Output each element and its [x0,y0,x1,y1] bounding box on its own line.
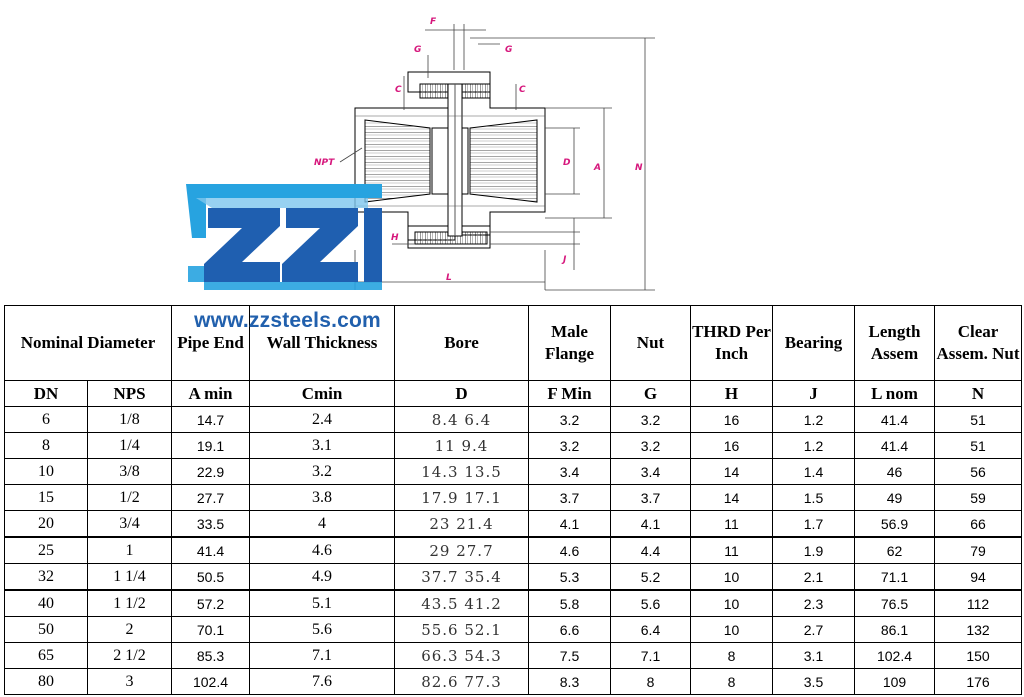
cell-j: 2.3 [773,590,855,617]
cell-f: 6.6 [529,617,611,643]
cell-n: 51 [935,433,1022,459]
cell-l: 49 [855,485,935,511]
cell-dn: 25 [5,537,88,564]
cell-n: 79 [935,537,1022,564]
table-row [5,407,1022,433]
cell-g: 5.6 [611,590,691,617]
cell-d: 55.6 52.1 [395,617,529,643]
cell-dn: 50 [5,617,88,643]
label-j: J [563,255,567,265]
cell-dn: 10 [5,459,88,485]
cell-l: 102.4 [855,643,935,669]
zz-logo [182,178,388,296]
cell-a: 85.3 [172,643,250,669]
cell-a: 19.1 [172,433,250,459]
table-row [5,564,1022,591]
cell-f: 3.4 [529,459,611,485]
cell-nps: 1 [88,537,172,564]
cell-n: 56 [935,459,1022,485]
cell-l: 86.1 [855,617,935,643]
table-row [5,537,1022,564]
cell-dn: 65 [5,643,88,669]
subheader-g: G [611,381,691,407]
cell-j: 1.9 [773,537,855,564]
header-pipe-end: Pipe End [172,306,250,381]
cell-nps: 1/2 [88,485,172,511]
cell-n: 176 [935,669,1022,695]
cell-j: 1.2 [773,407,855,433]
cell-a: 102.4 [172,669,250,695]
cell-l: 41.4 [855,433,935,459]
cell-f: 5.8 [529,590,611,617]
subheader-j: J [773,381,855,407]
cell-f: 5.3 [529,564,611,591]
cell-d: 29 27.7 [395,537,529,564]
cell-l: 46 [855,459,935,485]
label-d: D [563,158,571,168]
label-g-2: G [505,45,513,55]
cell-d: 23 21.4 [395,511,529,538]
cell-n: 51 [935,407,1022,433]
cell-h: 11 [691,537,773,564]
cell-c: 5.6 [250,617,395,643]
cell-dn: 40 [5,590,88,617]
cell-g: 6.4 [611,617,691,643]
cell-h: 11 [691,511,773,538]
header-clear-assem-nut: Clear Assem. Nut [935,306,1022,381]
cell-f: 3.7 [529,485,611,511]
cell-g: 4.4 [611,537,691,564]
cell-j: 2.1 [773,564,855,591]
cell-l: 109 [855,669,935,695]
cell-h: 8 [691,643,773,669]
table-row [5,459,1022,485]
cell-a: 33.5 [172,511,250,538]
union-technical-drawing [0,0,1024,305]
cell-nps: 3 [88,669,172,695]
cell-c: 4 [250,511,395,538]
header-thrd-per-inch: THRD Per Inch [691,306,773,381]
cell-c: 5.1 [250,590,395,617]
cell-g: 7.1 [611,643,691,669]
subheader-d: D [395,381,529,407]
cell-h: 14 [691,459,773,485]
cell-j: 1.4 [773,459,855,485]
cell-j: 3.1 [773,643,855,669]
header-nominal-diameter: Nominal Diameter [5,306,172,381]
subheader-f-min: F Min [529,381,611,407]
cell-a: 22.9 [172,459,250,485]
label-c-1: C [395,85,402,95]
cell-d: 43.5 41.2 [395,590,529,617]
cell-l: 71.1 [855,564,935,591]
cell-c: 4.9 [250,564,395,591]
label-npt: NPT [314,158,335,168]
cell-c: 4.6 [250,537,395,564]
cell-g: 4.1 [611,511,691,538]
cell-f: 7.5 [529,643,611,669]
subheader-n: N [935,381,1022,407]
label-f: F [430,17,437,27]
cell-j: 1.2 [773,433,855,459]
cell-h: 10 [691,564,773,591]
cell-d: 66.3 54.3 [395,643,529,669]
cell-dn: 20 [5,511,88,538]
cell-d: 11 9.4 [395,433,529,459]
header-male-flange: Male Flange [529,306,611,381]
header-length-assem: Length Assem [855,306,935,381]
cell-dn: 32 [5,564,88,591]
table-row [5,485,1022,511]
cell-f: 4.1 [529,511,611,538]
cell-n: 94 [935,564,1022,591]
subheader-h: H [691,381,773,407]
cell-a: 70.1 [172,617,250,643]
cell-nps: 3/4 [88,511,172,538]
subheader-a-min: A min [172,381,250,407]
cell-n: 59 [935,485,1022,511]
subheader-cmin: Cmin [250,381,395,407]
cell-dn: 80 [5,669,88,695]
cell-l: 76.5 [855,590,935,617]
cell-h: 10 [691,590,773,617]
cell-n: 112 [935,590,1022,617]
cell-h: 16 [691,407,773,433]
cell-l: 56.9 [855,511,935,538]
cell-d: 8.4 6.4 [395,407,529,433]
cell-h: 16 [691,433,773,459]
cell-a: 14.7 [172,407,250,433]
table-row [5,669,1022,695]
cell-f: 3.2 [529,433,611,459]
cell-nps: 2 [88,617,172,643]
cell-c: 3.2 [250,459,395,485]
header-bearing: Bearing [773,306,855,381]
cell-a: 57.2 [172,590,250,617]
cell-g: 3.2 [611,407,691,433]
union-spec-table [4,305,1022,695]
cell-l: 41.4 [855,407,935,433]
cell-j: 2.7 [773,617,855,643]
label-g-1: G [414,45,422,55]
cell-d: 82.6 77.3 [395,669,529,695]
cell-g: 8 [611,669,691,695]
cell-nps: 3/8 [88,459,172,485]
table-row [5,590,1022,617]
cell-a: 50.5 [172,564,250,591]
subheader-l-nom: L nom [855,381,935,407]
table-row [5,643,1022,669]
header-wall-thickness: Wall Thickness [250,306,395,381]
cell-f: 8.3 [529,669,611,695]
cell-c: 2.4 [250,407,395,433]
label-h: H [391,233,399,243]
cell-c: 3.1 [250,433,395,459]
cell-d: 37.7 35.4 [395,564,529,591]
cell-j: 1.5 [773,485,855,511]
site-url[interactable]: www.zzsteels.com [194,309,381,332]
subheader-dn: DN [5,381,88,407]
cell-j: 3.5 [773,669,855,695]
cell-f: 3.2 [529,407,611,433]
cell-n: 132 [935,617,1022,643]
cell-d: 17.9 17.1 [395,485,529,511]
cell-h: 10 [691,617,773,643]
subheader-nps: NPS [88,381,172,407]
cell-c: 7.6 [250,669,395,695]
cell-dn: 8 [5,433,88,459]
cell-nps: 2 1/2 [88,643,172,669]
cell-a: 27.7 [172,485,250,511]
cell-a: 41.4 [172,537,250,564]
cell-dn: 6 [5,407,88,433]
table-row [5,617,1022,643]
cell-n: 66 [935,511,1022,538]
cell-h: 8 [691,669,773,695]
header-nut: Nut [611,306,691,381]
cell-f: 4.6 [529,537,611,564]
label-n: N [635,163,643,173]
cell-g: 3.7 [611,485,691,511]
cell-d: 14.3 13.5 [395,459,529,485]
cell-c: 3.8 [250,485,395,511]
cell-dn: 15 [5,485,88,511]
cell-n: 150 [935,643,1022,669]
header-bore: Bore [395,306,529,381]
cell-nps: 1/4 [88,433,172,459]
label-l: L [446,273,452,283]
cell-nps: 1 1/4 [88,564,172,591]
table-row [5,433,1022,459]
cell-j: 1.7 [773,511,855,538]
label-a: A [594,163,601,173]
cell-h: 14 [691,485,773,511]
cell-g: 3.4 [611,459,691,485]
label-c-2: C [519,85,526,95]
cell-nps: 1 1/2 [88,590,172,617]
cell-g: 5.2 [611,564,691,591]
cell-nps: 1/8 [88,407,172,433]
table-body [5,407,1022,695]
cell-l: 62 [855,537,935,564]
cell-c: 7.1 [250,643,395,669]
cell-g: 3.2 [611,433,691,459]
table-row [5,511,1022,538]
